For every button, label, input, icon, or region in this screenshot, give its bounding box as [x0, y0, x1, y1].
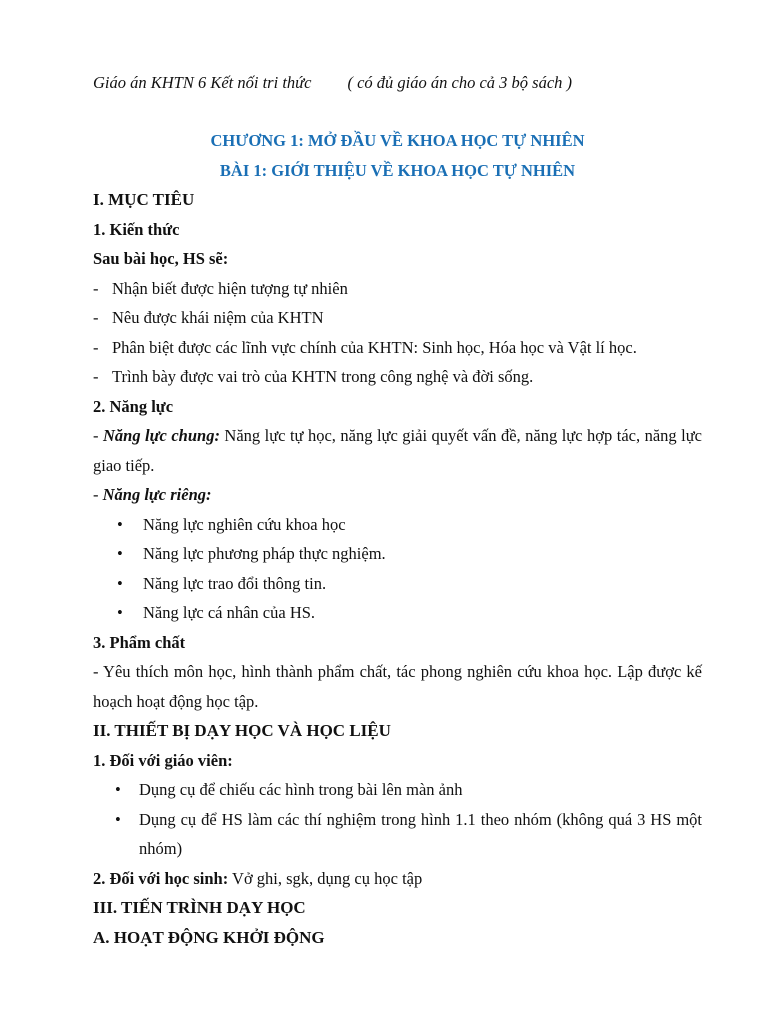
section-heading-process: III. TIẾN TRÌNH DẠY HỌC [93, 898, 306, 917]
teacher-equipment-list [93, 775, 702, 864]
specific-competence-line [93, 480, 702, 510]
subheading-teacher: 1. Đối với giáo viên: [93, 750, 233, 770]
knowledge-list [93, 274, 702, 392]
header-left-text: Giáo án KHTN 6 Kết nối tri thức [93, 73, 312, 92]
subheading-competence: 2. Năng lực [93, 396, 174, 416]
list-item: - Nhận biết được hiện tượng tự nhiên [93, 274, 702, 304]
list-item: - Nêu được khái niệm của KHTN [93, 303, 702, 333]
subheading-knowledge: 1. Kiến thức [93, 219, 180, 239]
student-text: Vở ghi, sgk, dụng cụ học tập [228, 868, 423, 888]
list-item: - Phân biệt được các lĩnh vực chính của KHTN: Sinh học, Hóa học và Vật lí học. [93, 333, 702, 363]
document-content [93, 68, 702, 952]
list-item: • Năng lực nghiên cứu khoa học [93, 510, 702, 540]
knowledge-intro: Sau bài học, HS sẽ: [93, 249, 229, 268]
list-item: - Trình bày được vai trò của KHTN trong công nghệ và đời sống. [93, 362, 702, 392]
lesson-title: BÀI 1: GIỚI THIỆU VỀ KHOA HỌC TỰ NHIÊN [219, 160, 576, 180]
subheading-quality: 3. Phẩm chất [93, 632, 186, 652]
section-heading-objectives: I. MỤC TIÊU [93, 190, 195, 209]
quality-paragraph: - Yêu thích môn học, hình thành phẩm chất, tác phong nghiên cứu khoa học. Lập được kế hoạch hoạt động học tập. [93, 662, 702, 711]
specific-competence-list [93, 510, 702, 628]
section-heading-equipment: II. THIẾT BỊ DẠY HỌC VÀ HỌC LIỆU [93, 721, 391, 740]
list-item: • Năng lực cá nhân của HS. [93, 598, 702, 628]
header-right-text: ( có đủ giáo án cho cả 3 bộ sách ) [347, 73, 573, 92]
list-item: • Năng lực phương pháp thực nghiệm. [93, 539, 702, 569]
student-label: 2. Đối với học sinh: [93, 868, 229, 888]
chapter-title: CHƯƠNG 1: MỞ ĐẦU VỀ KHOA HỌC TỰ NHIÊN [210, 131, 585, 150]
list-item: • Dụng cụ để HS làm các thí nghiệm trong hình 1.1 theo nhóm (không quá 3 HS một nhóm) [93, 805, 702, 864]
list-item: • Dụng cụ để chiếu các hình trong bài lên màn ảnh [93, 775, 702, 805]
document-header [93, 68, 702, 97]
specific-prefix: - [93, 485, 103, 504]
student-equipment-line [93, 864, 702, 894]
general-competence-text: Năng lực tự học, năng lực giải quyết vấn đề, năng lực hợp tác, năng lực giao tiếp. [93, 426, 703, 475]
general-competence-paragraph [93, 421, 702, 480]
general-prefix: - [93, 426, 103, 445]
spacer [93, 97, 702, 126]
general-competence-label: Năng lực chung: [102, 426, 220, 445]
specific-competence-label: Năng lực riêng: [102, 485, 212, 504]
list-item: • Năng lực trao đổi thông tin. [93, 569, 702, 599]
subheading-warmup-activity: A. HOẠT ĐỘNG KHỞI ĐỘNG [93, 927, 325, 947]
